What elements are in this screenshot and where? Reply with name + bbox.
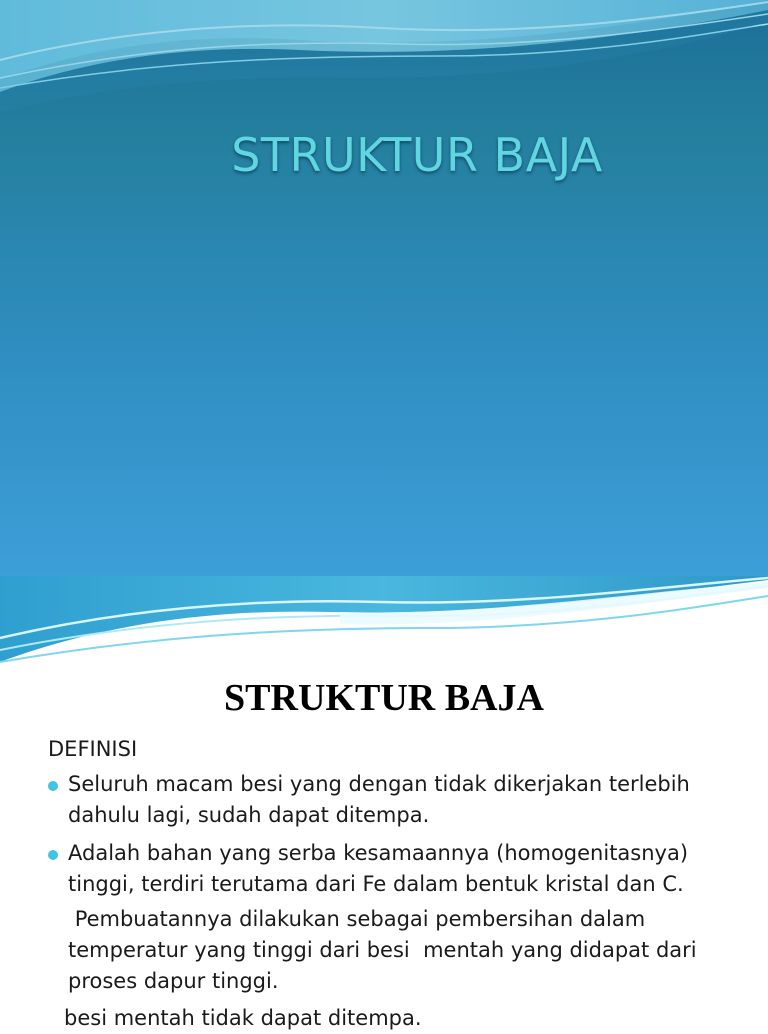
- list-item: [48, 838, 738, 900]
- content-title: STRUKTUR BAJA: [224, 677, 544, 719]
- body-paragraph: Pembuatannya dilakukan sebagai pembersihan dalam temperatur yang tinggi dari besi mentah yang didapat dari proses dapur tinggi.: [68, 907, 704, 993]
- body-paragraph-partial: besi mentah tidak dapat ditempa.: [64, 1006, 422, 1030]
- slide-title: STRUKTUR BAJA: [231, 128, 603, 182]
- list-item: [48, 769, 738, 831]
- bullet-icon: [48, 781, 58, 791]
- header-wave-decoration: [0, 576, 768, 672]
- section-label: DEFINISI: [48, 737, 138, 761]
- list-item-text: Seluruh macam besi yang dengan tidak dikerjakan terlebih dahulu lagi, sudah dapat ditempa.: [68, 772, 690, 827]
- bullet-icon: [48, 850, 58, 860]
- header-wave-decoration: [0, 0, 768, 120]
- list-item-text: Adalah bahan yang serba kesamaannya (homogenitasnya) tinggi, terdiri terutama dari Fe dalam bentuk kristal dan C.: [68, 841, 689, 896]
